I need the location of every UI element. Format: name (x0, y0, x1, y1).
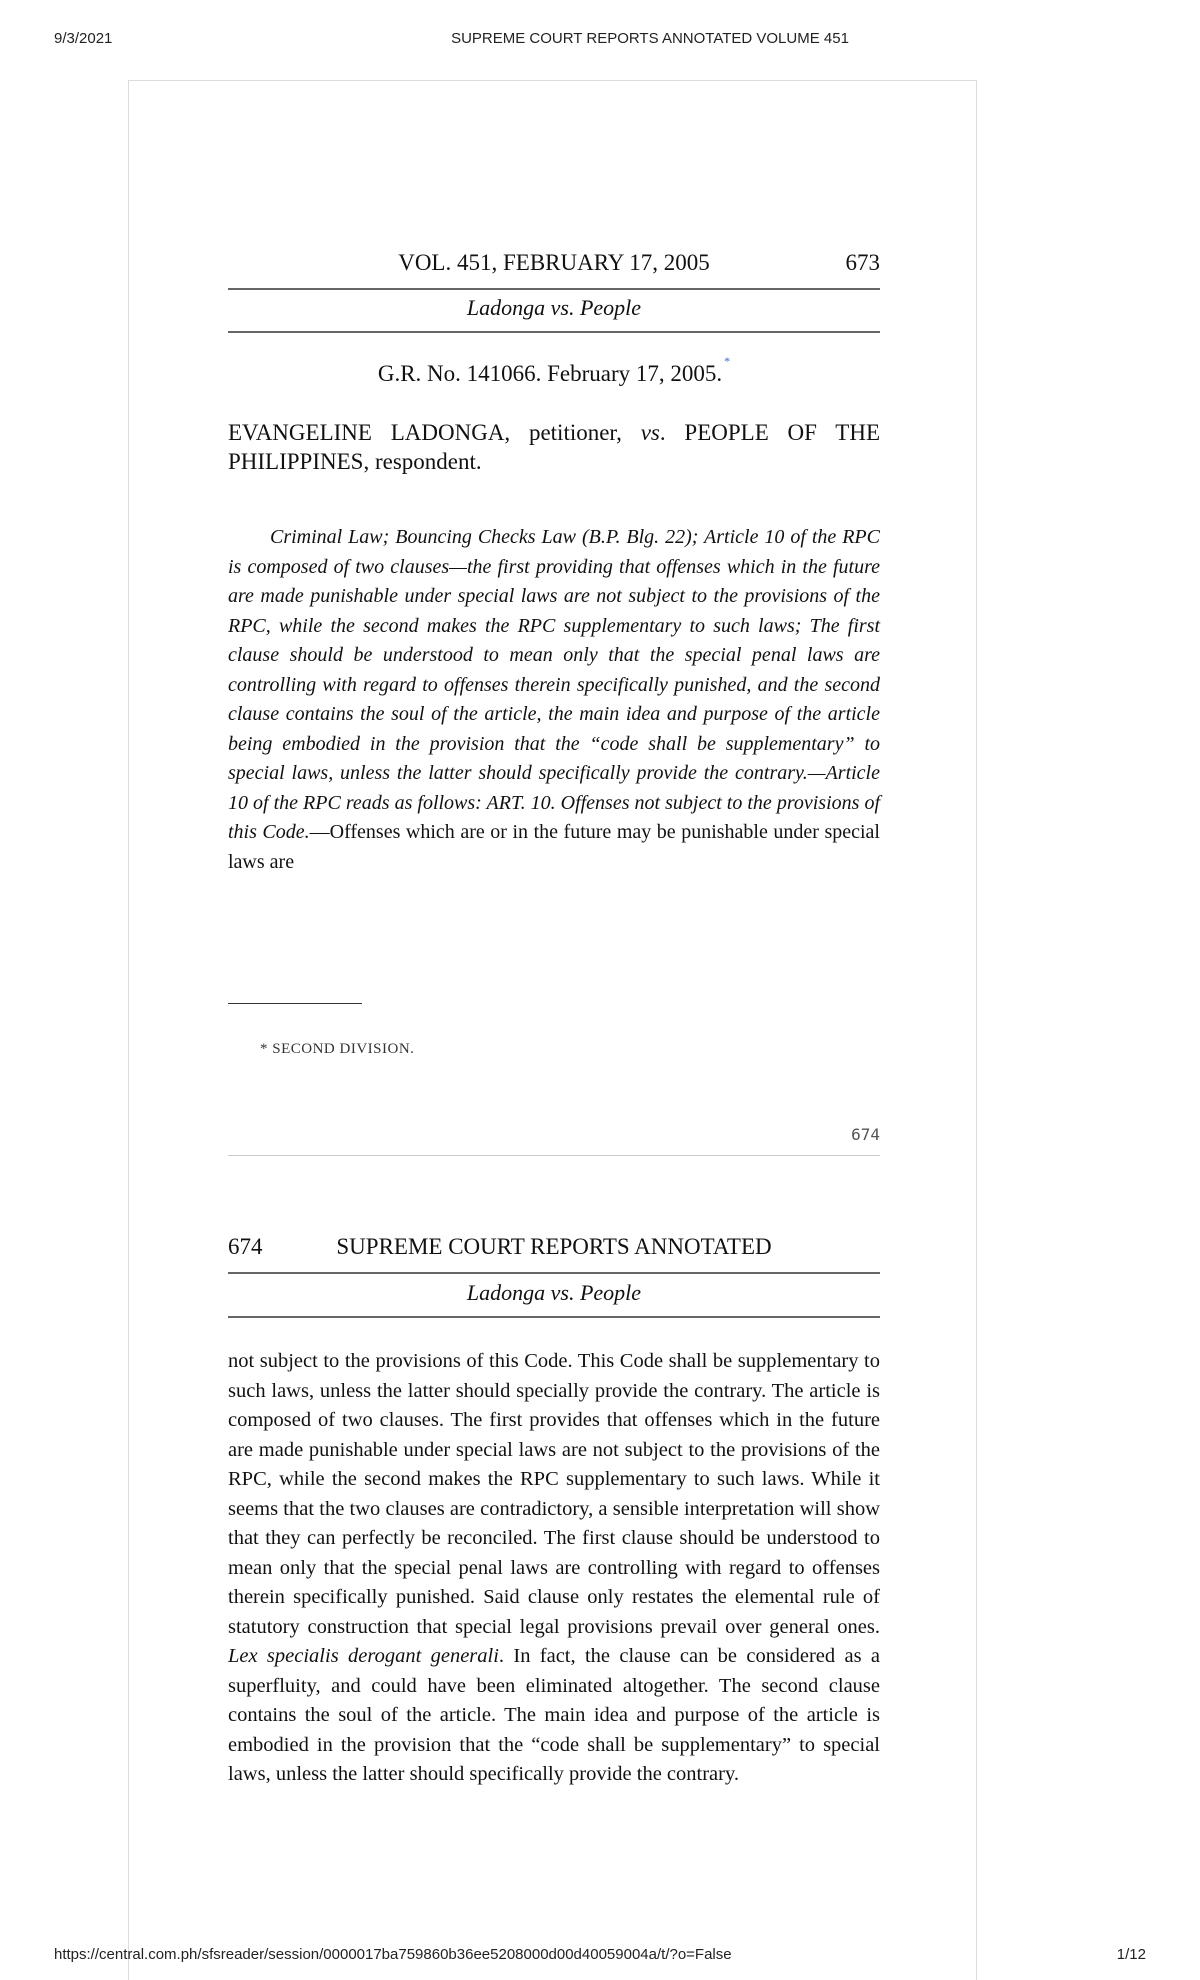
print-title: SUPREME COURT REPORTS ANNOTATED VOLUME 451 (451, 30, 849, 47)
petitioner-text: EVANGELINE LADONGA, petitioner, (228, 420, 641, 445)
body-italic: Lex specialis derogant generali (228, 1645, 499, 1667)
versus-text: vs (640, 420, 660, 445)
running-head-674 (228, 1234, 880, 1264)
next-page-marker: 674 (851, 1125, 880, 1144)
gr-number-text: G.R. No. 141066. February 17, 2005. (377, 361, 723, 386)
body-paragraph (228, 1347, 880, 1790)
print-url: https://central.com.ph/sfsreader/session/0000017ba759860b36ee5208000d00d40059004a/t/?o=False (54, 1946, 732, 1963)
syllabus-paragraph (228, 523, 880, 877)
footnote-rule (228, 1003, 362, 1004)
print-header (0, 30, 1200, 52)
print-footer (0, 1946, 1200, 1968)
header-rule (228, 288, 880, 290)
case-caption: Ladonga vs. People (466, 295, 642, 320)
running-head-title: VOL. 451, FEBRUARY 17, 2005 (398, 250, 710, 275)
caption-rule (228, 331, 880, 333)
running-head-673 (228, 250, 880, 280)
header-rule (228, 1272, 880, 1274)
page-separator (228, 1155, 880, 1156)
case-caption: Ladonga vs. People (466, 1280, 642, 1305)
body-text-2: . In fact, the clause can be considered as a superfluity, and could have been eliminated altogether. The second clause contains the soul of the article. The main idea and purpose of the article is embodied in the provision that the “code shall be supplementary” to special laws, unless the latter should specifically provide the contrary. (228, 1645, 880, 1785)
syllabus-roman: —Offenses which are or in the future may be punishable under special laws are (228, 821, 880, 873)
page-number: 673 (845, 250, 880, 275)
caption-rule (228, 1316, 880, 1318)
footnote: * SECOND DIVISION. (260, 1041, 415, 1057)
running-head-title: SUPREME COURT REPORTS ANNOTATED (336, 1234, 772, 1259)
print-date: 9/3/2021 (54, 30, 113, 47)
gr-number (228, 354, 880, 387)
case-parties (228, 418, 880, 476)
footnote-link[interactable]: * (724, 354, 731, 368)
syllabus-italic: Criminal Law; Bouncing Checks Law (B.P. Blg. 22); Article 10 of the RPC is composed of two clauses—the first providing that offenses which in the future are made punishable under special laws are not subject to the provisions of the RPC, while the second makes the RPC supplementary to such laws; The first clause should be understood to mean only that the special penal laws are controlling with regard to offenses therein specifically punished, and the second clause contains the soul of the article, the main idea and purpose of the article being embodied in the provision that the “code shall be supplementary” to special laws, unless the latter should specifically provide the contrary.—Article 10 of the RPC reads as follows: ART. 10. Offenses not subject to the provisions of this Code. (228, 526, 880, 843)
page-number: 674 (228, 1234, 263, 1259)
print-page-count: 1/12 (1116, 1946, 1146, 1963)
body-text-1: not subject to the provisions of this Code. This Code shall be supplementary to such laws, unless the latter should specially provide the contrary. The article is composed of two clauses. The first provides that offenses which in the future are made punishable under special laws are not subject to the provisions of the RPC, while the second makes the RPC supplementary to such laws. While it seems that the two clauses are contradictory, a sensible interpretation will show that they can perfectly be reconciled. The first clause should be understood to mean only that the special penal laws are controlling with regard to offenses therein specifically punished. Said clause only restates the elemental rule of statutory construction that special legal provisions prevail over general ones. (228, 1350, 880, 1638)
respondent-text: . PEOPLE OF THE PHILIPPINES, respondent. (228, 420, 880, 474)
